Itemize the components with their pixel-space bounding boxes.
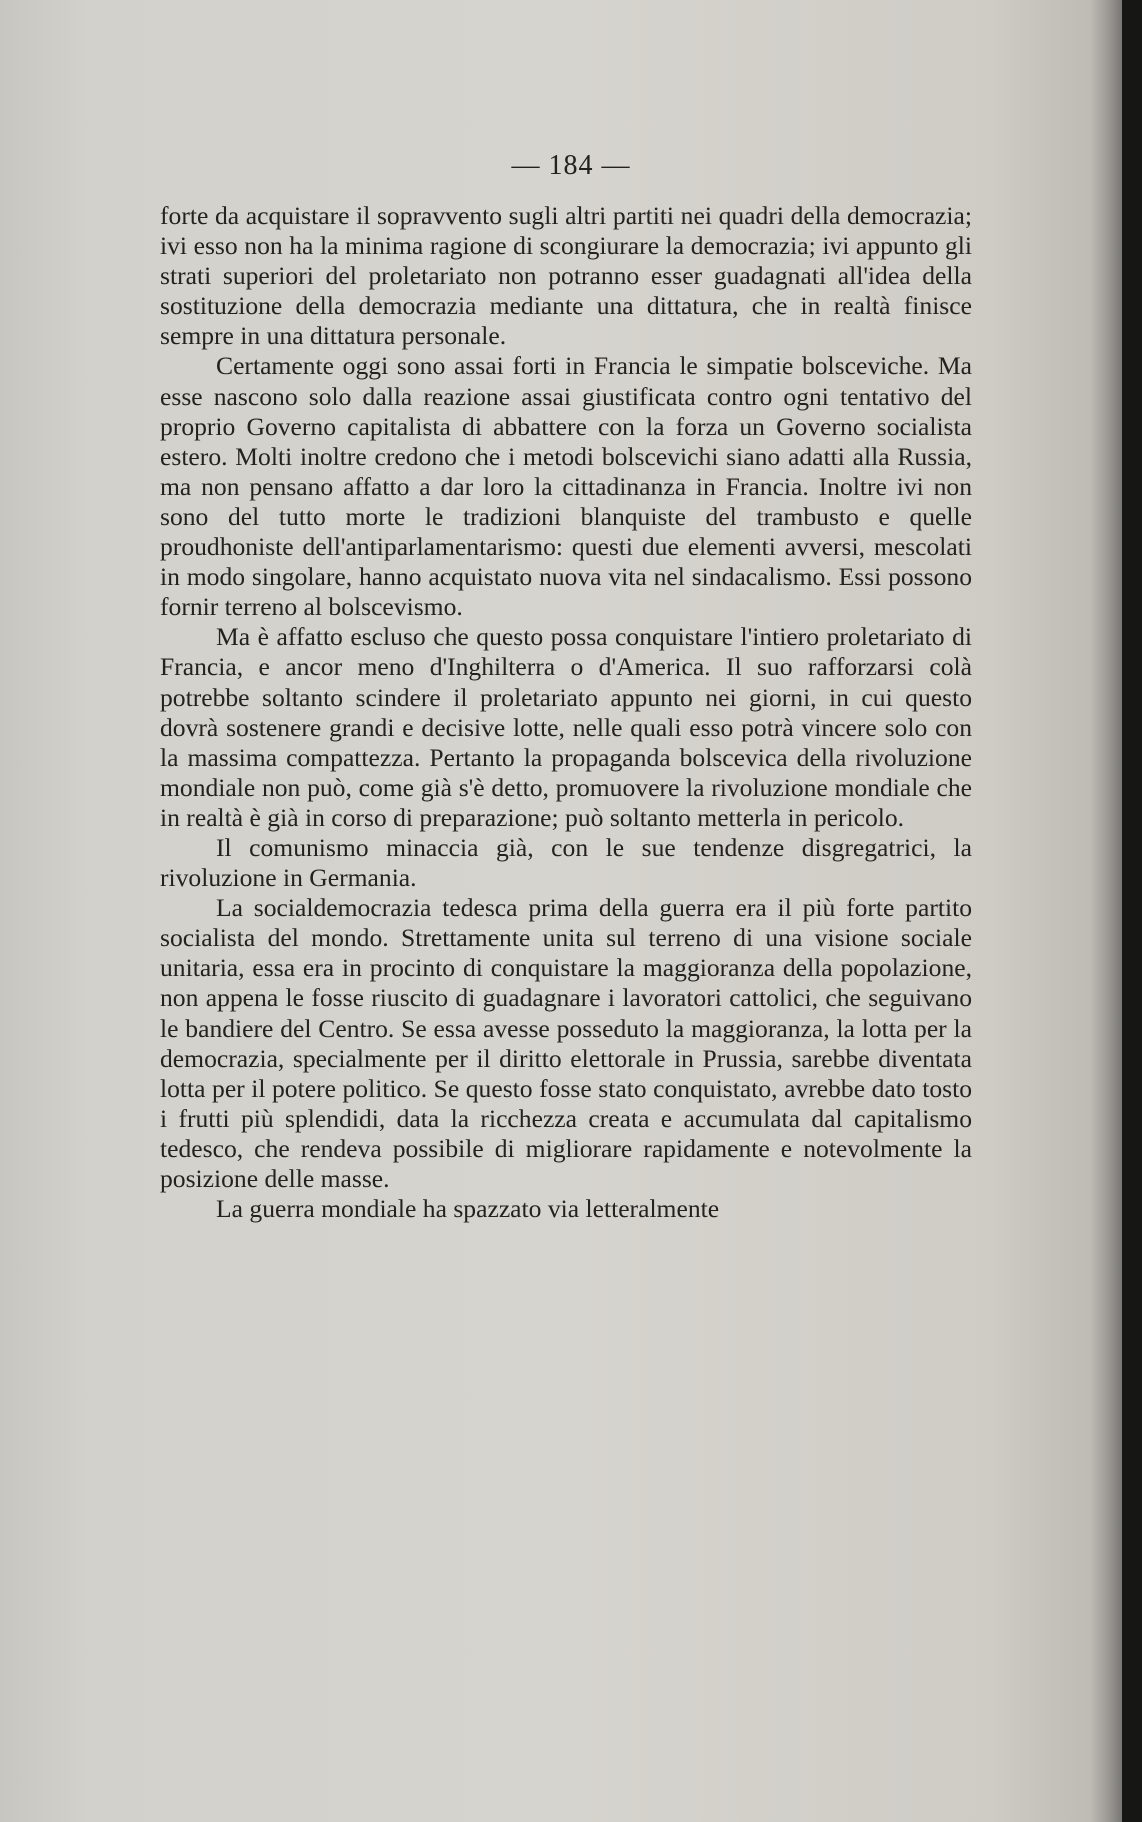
paragraph-2: Certamente oggi sono assai forti in Francia le simpatie bolsceviche. Ma esse nascono solo dalla reazione assai giustificata contro ogni tentativo del proprio Governo capitalista di abbattere con la forza un Governo socialista estero. Molti inoltre credono che i metodi bolscevichi siano adatti alla Russia, ma non pensano affatto a dar loro la cittadinanza in Francia. Inoltre ivi non sono del tutto morte le tradizioni blanquiste del trambusto e quelle proudhoniste dell'antiparlamentarismo: questi due elementi avversi, mescolati in modo singolare, hanno acquistato nuova vita nel sindacalismo. Essi possono fornir terreno al bolscevismo. — [160, 351, 972, 622]
paragraph-6: La guerra mondiale ha spazzato via letteralmente — [216, 1194, 720, 1224]
body-text — [160, 201, 972, 1224]
page-edge-shadow — [1090, 0, 1122, 1822]
page-number: — 184 — — [511, 150, 631, 181]
paragraph-3: Ma è affatto escluso che questo possa conquistare l'intiero proletariato di Francia, e ancor meno d'Inghilterra o d'America. Il suo rafforzarsi colà potrebbe soltanto scindere il proletariato appunto nei giorni, in cui questo dovrà sostenere grandi e decisive lotte, nelle quali esso potrà vincere solo con la massima compattezza. Pertanto la propaganda bolscevica della rivoluzione mondiale non può, come già s'è detto, promuovere la rivoluzione mondiale che in realtà è già in corso di preparazione; può soltanto metterla in pericolo. — [160, 622, 972, 832]
scan-border — [1122, 0, 1142, 1822]
paragraph-5: La socialdemocrazia tedesca prima della guerra era il più forte partito socialista del mondo. Strettamente unita sul terreno di una visione sociale unitaria, essa era in procinto di conquistare la maggioranza della popolazione, non appena le fosse riuscito di guadagnare i lavoratori cattolici, che seguivano le bandiere del Centro. Se essa avesse posseduto la maggioranza, la lotta per la democrazia, specialmente per il diritto elettorale in Prussia, sarebbe diventata lotta per il potere politico. Se questo fosse stato conquistato, avrebbe dato tosto i frutti più splendidi, data la ricchezza creata e accumulata dal capitalismo tedesco, che rendeva possibile di migliorare rapidamente e notevolmente la posizione delle masse. — [160, 893, 972, 1193]
paragraph-1: forte da acquistare il sopravvento sugli altri partiti nei quadri della democrazia; ivi esso non ha la minima ragione di scongiurare la democrazia; ivi appunto gli strati superiori del proletariato non potranno esser guadagnati all'idea della sostituzione della democrazia mediante una dittatura, che in realtà finisce sempre in una dittatura personale. — [160, 201, 972, 351]
paragraph-4: Il comunismo minaccia già, con le sue tendenze disgregatrici, la rivoluzione in Germania. — [160, 832, 972, 893]
